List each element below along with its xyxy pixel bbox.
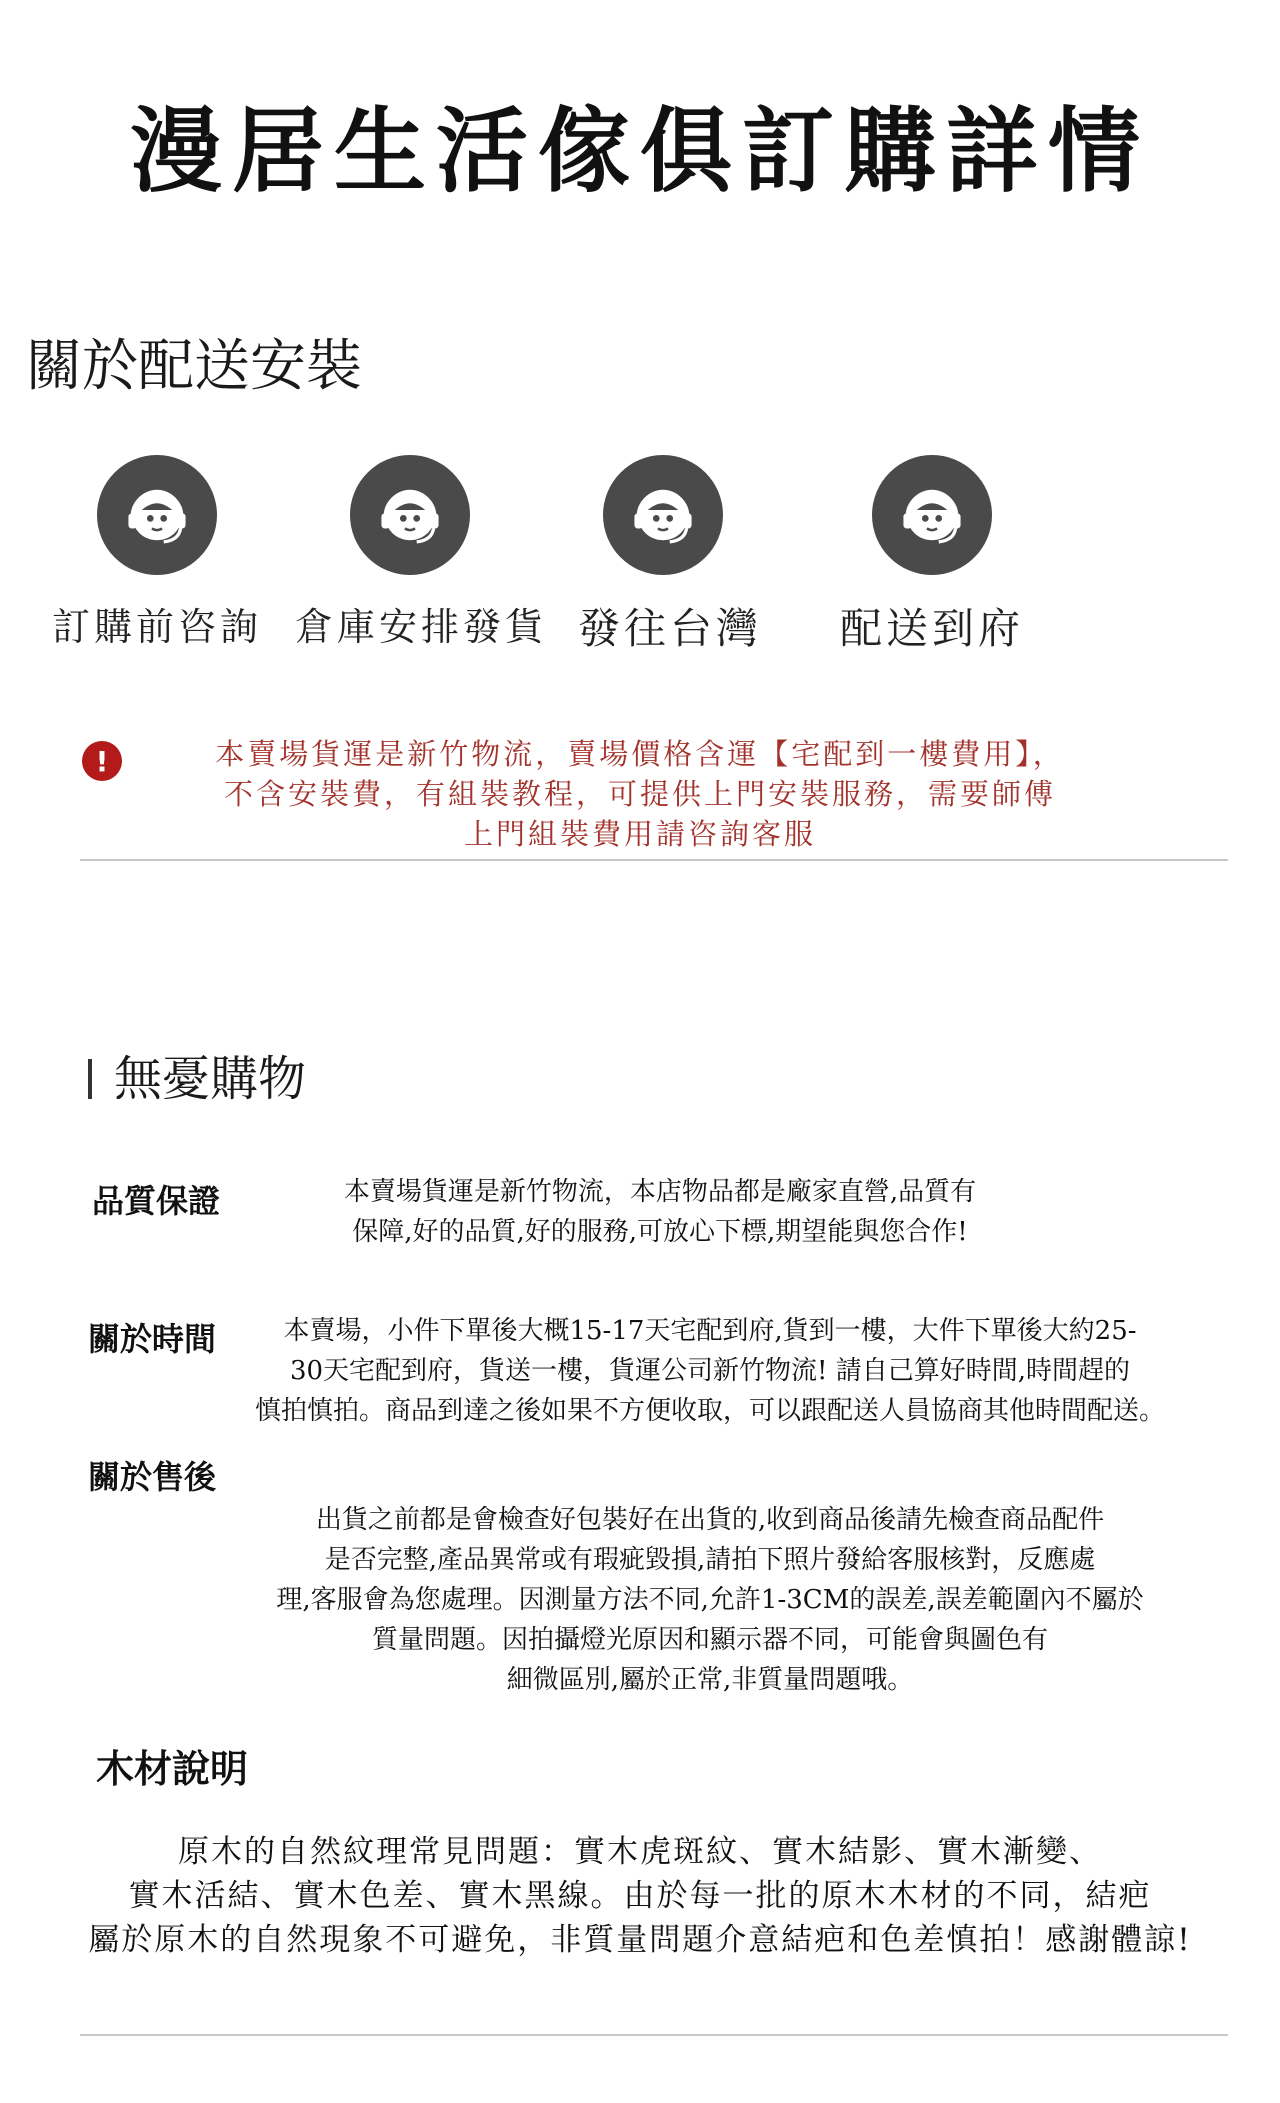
step-3-label: 發往台灣	[578, 604, 763, 653]
delivery-heading: 關於配送安裝	[26, 334, 362, 399]
aftersale-line: 出貨之前都是會檢查好包裝好在出貨的,收到商品後請先檢查商品配件	[315, 1505, 1105, 1535]
divider	[80, 859, 1228, 861]
step-4-label: 配送到府	[840, 604, 1025, 653]
shopping-heading-text: 無憂購物	[114, 1051, 307, 1107]
wood-line: 原木的自然紋理常見問題：實木虎斑紋、實木結影、實木漸變、	[178, 1834, 1102, 1870]
exclamation-icon: !	[82, 741, 122, 781]
quality-label: 品質保證	[92, 1182, 221, 1220]
aftersale-label: 關於售後	[88, 1458, 217, 1496]
wood-text	[60, 1830, 1220, 1962]
aftersale-text	[170, 1500, 1250, 1700]
wood-heading: 木材說明	[96, 1747, 249, 1791]
time-label: 關於時間	[88, 1320, 217, 1358]
notice-line: 上門組裝費用請咨詢客服	[463, 817, 816, 851]
step-1-customer-service-icon	[97, 455, 217, 575]
heading-bar	[88, 1059, 92, 1099]
time-text	[180, 1311, 1240, 1431]
wood-line: 實木活結、實木色差、實木黑線。由於每一批的原木木材的不同，結疤	[128, 1878, 1152, 1914]
time-line: 30天宅配到府，貨送一樓，貨運公司新竹物流! 請自己算好時間,時間趕的	[289, 1356, 1131, 1386]
time-line: 慎拍慎拍。商品到達之後如果不方便收取，可以跟配送人員協商其他時間配送。	[254, 1396, 1165, 1426]
aftersale-line: 細微區別,屬於正常,非質量問題哦。	[506, 1665, 914, 1695]
aftersale-line: 理,客服會為您處理。因測量方法不同,允許1-3CM的誤差,誤差範圍內不屬於	[276, 1585, 1144, 1615]
step-3-customer-service-icon	[603, 455, 723, 575]
step-2-label: 倉庫安排發貨	[295, 605, 548, 649]
shipping-notice	[190, 734, 1090, 854]
aftersale-line: 質量問題。因拍攝燈光原因和顯示器不同，可能會與圖色有	[371, 1625, 1048, 1655]
wood-line: 屬於原木的自然現象不可避免，非質量問題介意結疤和色差慎拍！感謝體諒!	[88, 1922, 1192, 1958]
aftersale-line: 是否完整,產品異常或有瑕疵毀損,請拍下照片發給客服核對，反應處	[324, 1545, 1096, 1575]
quality-text	[250, 1172, 1070, 1252]
step-4-customer-service-icon	[872, 455, 992, 575]
notice-line: 不含安裝費，有組裝教程，可提供上門安裝服務，需要師傅	[223, 777, 1056, 811]
step-1-label: 訂購前咨詢	[52, 605, 263, 649]
quality-line: 本賣場貨運是新竹物流，本店物品都是廠家直營,品質有	[343, 1177, 977, 1207]
shopping-heading	[88, 1040, 306, 1109]
page-title: 漫居生活傢俱訂購詳情	[129, 97, 1150, 205]
step-2-customer-service-icon	[350, 455, 470, 575]
divider	[80, 2034, 1228, 2036]
time-line: 本賣場，小件下單後大概15-17天宅配到府,貨到一樓，大件下單後大約25-	[283, 1316, 1137, 1346]
quality-line: 保障,好的品質,好的服務,可放心下標,期望能與您合作!	[352, 1217, 968, 1247]
notice-line: 本賣場貨運是新竹物流，賣場價格含運【宅配到一樓費用】，	[215, 737, 1065, 771]
